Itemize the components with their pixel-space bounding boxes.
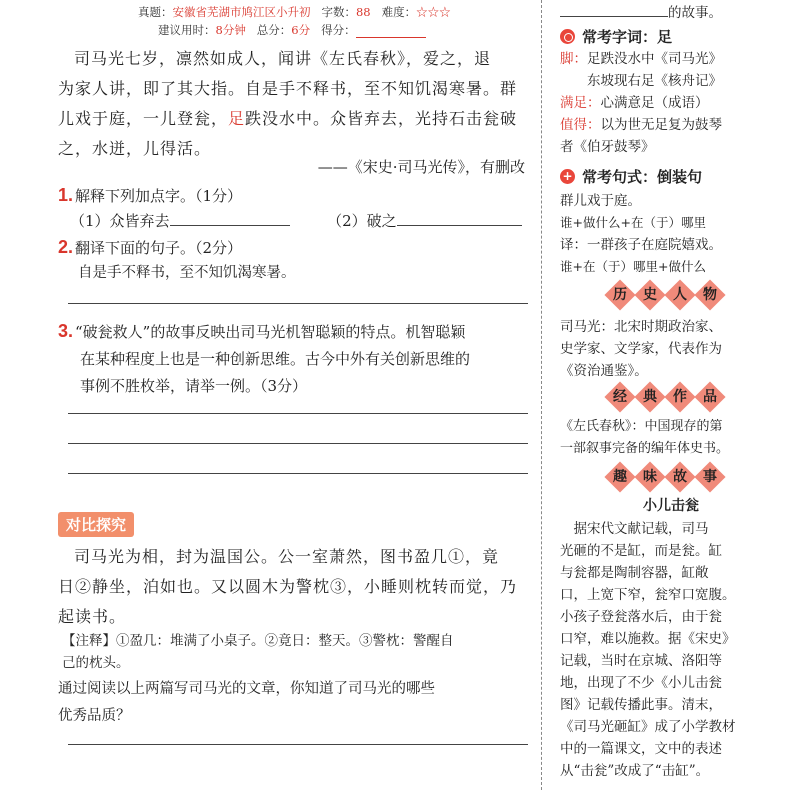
banner-char: 故 [673,469,687,485]
story-line: 口窄，难以施救。据《宋史》 [560,631,736,647]
passage-source: ——《宋史·司马光传》，有删改 [317,158,525,176]
definition-text: 东坡现右足《核舟记》 [587,73,722,89]
banner-history-figure [595,284,735,306]
difficulty-stars: ☆☆☆ [416,5,451,19]
q3-answer-line[interactable] [68,413,528,414]
question-text: 解释下列加点字。（1分） [75,187,243,205]
person-line: 史学家、文学家，代表作为 [560,341,722,357]
banner-diamond [694,381,725,412]
story-line: 《司马光砸缸》成了小学教材 [560,719,736,735]
banner-char: 史 [643,287,657,303]
target-icon [560,29,575,44]
story-body [560,518,782,782]
definition-text: 足跌没水中《司马光》 [587,51,722,67]
word-count-value: 88 [355,5,371,19]
banner-diamond [664,279,695,310]
passage-fragment: 儿戏于庭，一儿登瓮， [58,109,229,128]
banner-diamond [664,381,695,412]
banner-diamond [634,381,665,412]
question-number: 3. [58,321,74,341]
q1-answer-b-blank[interactable] [397,210,522,226]
banner-char: 历 [613,287,627,303]
question-text: 在某种程度上也是一种创新思维。古今中外有关创新思维的 [80,350,471,368]
got-score-label: 得分： [321,23,356,37]
banner-char: 典 [643,389,657,405]
sentence-section-header [560,166,702,187]
got-score-blank[interactable] [356,28,426,38]
q3-answer-line[interactable] [68,473,528,474]
banner-classic-work [595,386,735,408]
definition-label: 满足： [560,95,601,111]
contrast-line: 日②静坐，泊如也。又以圆木为警枕③，小睡则枕转而觉，乃 [58,577,518,596]
word-section-header [560,26,672,47]
score-value: 6分 [291,23,311,37]
banner-char: 品 [703,389,717,405]
question-number: 2. [58,237,74,257]
note-line: 【注释】①盈几：堆满了小桌子。②竟日：整天。③警枕：警醒自 [62,633,454,649]
passage-line [58,104,528,134]
question-text: “破瓮救人”的故事反映出司马光机智聪颖的特点。机智聪颖 [75,323,466,341]
contrast-line: 司马光为相，封为温国公。公一室萧然，图书盈几①，竟 [74,547,500,566]
contrast-question-text: 通过阅读以上两篇写司马光的文章，你知道了司马光的哪些 [58,681,435,697]
banner-diamond [694,279,725,310]
passage-fragment: 跌没水中。众皆弃去，光持石击瓮破 [245,109,518,128]
banner-diamond [634,461,665,492]
contrast-line: 起读书。 [58,607,127,626]
story-line: 从“击瓮”改成了“击缸”。 [560,763,710,779]
passage-line: 为家人讲，即了其大指。自是手不释书，至不知饥渴寒暑。群 [58,79,518,98]
highlighted-word: 足 [228,109,246,128]
sentence-line: 谁+在（于）哪里+做什么 [560,259,706,274]
definition-text: 以为世无足复为鼓琴 [600,117,722,133]
definition-label: 值得： [560,117,601,133]
banner-char: 味 [643,469,657,485]
banner-diamond [664,461,695,492]
story-line: 记载，当时在京城、洛阳等 [560,653,722,669]
plus-icon: + [560,169,575,184]
contrast-answer-line[interactable] [68,744,528,745]
question-text: 翻译下面的句子。（2分） [75,239,243,257]
sidebar [560,0,782,790]
source-label: 真题： [138,5,173,19]
sentence-line: 谁+做什么+在（于）哪里 [560,215,706,230]
banner-char: 人 [673,287,687,303]
definition-text: 者《伯牙鼓琴》 [560,139,655,155]
sentence-line: 群儿戏于庭。 [560,193,641,209]
score-label: 总分： [256,23,292,37]
banner-char: 经 [613,389,627,405]
definition-text: 心满意足（成语） [600,95,709,111]
sidebar-top-text: 的故事。 [668,5,722,21]
banner-diamond [694,461,725,492]
sentence-line: 译：一群孩子在庭院嬉戏。 [560,237,722,253]
q2-sentence: 自是手不释书，至不知饥渴寒暑。 [78,265,296,281]
contrast-passage [58,542,528,632]
sidebar-top [560,2,782,24]
sentence-section-title: 常考句式：倒装句 [582,168,703,186]
story-line: 与瓮都是陶制容器，缸敞 [560,565,709,581]
sentence-examples [560,190,782,278]
story-line: 小孩子登瓮落水后，由于瓮 [560,609,722,625]
story-line: 口，上宽下窄，瓮窄口宽腹。 [560,587,736,603]
person-description [560,316,782,382]
work-line: 一部叙事完备的编年体史书。 [560,441,730,456]
q1-item-b: （2）破之 [327,212,397,230]
time-meta-row [158,22,426,38]
question-1 [58,182,528,210]
story-line: 据宋代文献记载，司马 [560,521,709,537]
work-line: 《左氏春秋》：中国现存的第 [560,419,723,434]
main-column [58,0,533,790]
contrast-section-badge: 对比探究 [58,512,134,537]
banner-char: 事 [703,469,717,485]
question-2 [58,234,528,262]
banner-char: 物 [703,287,717,303]
passage-line: 司马光七岁，凛然如成人，闻讲《左氏春秋》，爱之，退 [74,49,492,68]
contrast-notes [62,630,532,674]
q1-answer-a-blank[interactable] [170,210,290,226]
difficulty-label: 难度： [381,5,417,19]
sidebar-top-blank[interactable] [560,3,668,17]
word-count-label: 字数： [321,5,356,19]
q1-item-a: （1）众皆弃去 [70,212,170,230]
source-value: 安徽省芜湖市鸠江区小升初 [172,5,311,19]
passage-line: 之，水迸，儿得活。 [58,139,212,158]
person-line: 《资治通鉴》。 [560,363,648,379]
banner-diamond [634,279,665,310]
banner-char: 作 [673,389,687,405]
story-line: 光砸的不是缸，而是瓮。缸 [560,543,722,559]
story-line: 图》记载传播此事。清末， [560,697,722,713]
question-3 [58,318,528,400]
time-value: 8分钟 [215,23,246,37]
banner-diamond [604,461,635,492]
banner-diamond [604,381,635,412]
banner-diamond [604,279,635,310]
word-section-title: 常考字词：足 [582,28,673,46]
passage [58,44,528,164]
contrast-question-text: 优秀品质？ [58,708,131,724]
story-line: 中的一篇课文，文中的表述 [560,741,722,757]
banner-fun-story [595,466,735,488]
definition-label: 脚： [560,51,587,67]
banner-char: 趣 [613,469,627,485]
column-divider [541,0,542,790]
person-line: 司马光：北宋时期政治家、 [560,319,722,335]
question-number: 1. [58,185,74,205]
work-description [560,416,782,460]
question-text: 事例不胜枚举，请举一例。（3分） [80,377,308,395]
question-1-answers [70,208,540,235]
q3-answer-line[interactable] [68,443,528,444]
note-line: 己的枕头。 [62,655,130,671]
contrast-question [58,676,528,730]
q2-answer-line[interactable] [68,303,528,304]
word-definitions [560,48,782,158]
time-label: 建议用时： [158,23,216,37]
story-line: 地，出现了不少《小儿击瓮 [560,675,722,691]
story-title: 小儿击瓮 [643,498,699,514]
source-meta-row [138,4,451,20]
